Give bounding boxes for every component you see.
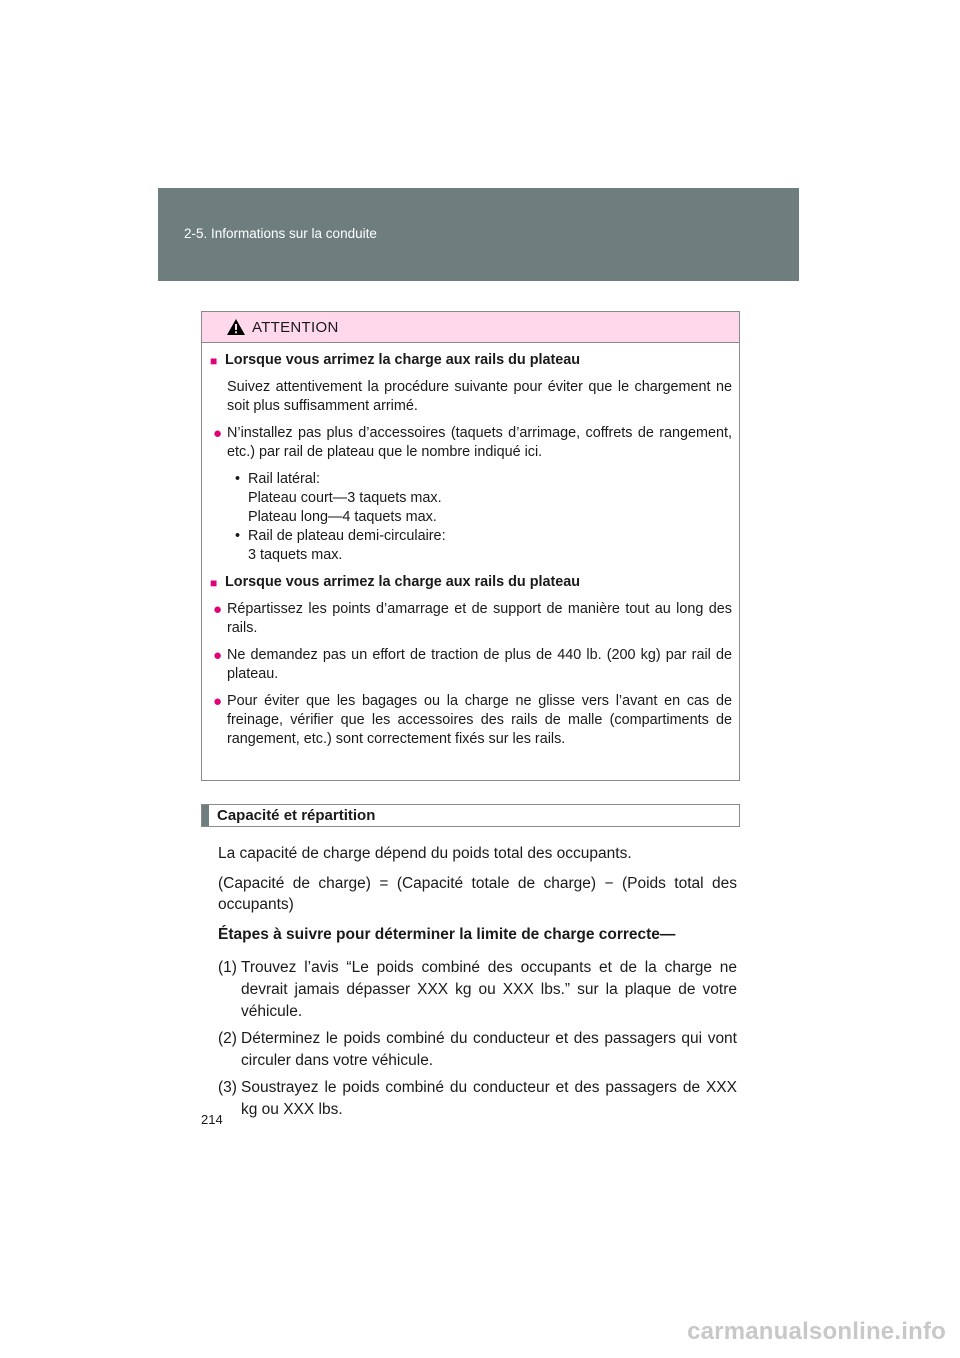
chapter-header [158,188,799,281]
square-bullet-icon: ■ [210,576,218,590]
warning-title-bar [202,312,739,343]
circle-bullet-icon: ● [213,647,223,664]
circle-bullet-icon: ● [213,425,223,442]
list-item: Rail latéral: [248,471,320,487]
section-heading [201,804,740,827]
formula-paragraph: (Capacité de charge) = (Capacité totale de charge) − (Poids total des occupants) [218,875,737,913]
paragraph: La capacité de charge dépend du poids total des occupants. [218,845,632,862]
warning-bullet: ● Pour éviter que les bagages ou la charge ne glisse vers l’avant en cas de freinage, vérifier que les accessoires des rails de malle (compartiments de rangement, etc.) sont correctement fixés sur les rails. [210,692,732,749]
circle-bullet-icon: ● [213,693,223,710]
warning-intro: Suivez attentivement la procédure suivante pour éviter que le chargement ne soit plus suffisamment arrimé. [227,379,732,414]
section-heading-marker [202,805,209,826]
warning-bullet: ● N’installez pas plus d’accessoires (taquets d’arrimage, coffrets de rangement, etc.) par rail de plateau que le nombre indiqué ici. [210,424,732,462]
watermark: carmanualsonline.info [687,1318,946,1345]
warning-box [201,311,740,781]
warning-heading-2: ■ Lorsque vous arrimez la charge aux rails du plateau [210,573,732,593]
step-item: (2) Déterminez le poids combiné du conducteur et des passagers qui vont circuler dans votre véhicule. [218,1030,737,1069]
warning-heading-1: ■ Lorsque vous arrimez la charge aux rails du plateau [210,351,732,371]
steps-heading: Étapes à suivre pour déterminer la limite de charge correcte— [218,926,676,943]
list-item-detail: Plateau court—3 taquets max. [248,490,442,506]
body-text [218,843,737,1126]
list-item-detail: 3 taquets max. [248,547,343,563]
circle-bullet-icon: ● [213,601,223,618]
warning-triangle-icon [226,318,246,336]
warning-bullet: ● Répartissez les points d’amarrage et de support de manière tout au long des rails. [210,600,732,638]
list-item: Rail de plateau demi-circulaire: [248,528,446,544]
chapter-section-label: 2-5. Informations sur la conduite [184,226,377,241]
page-number: 214 [201,1112,223,1127]
warning-bullet: ● Ne demandez pas un effort de traction de plus de 440 lb. (200 kg) par rail de plateau. [210,646,732,684]
list-item-detail: Plateau long—4 taquets max. [248,509,437,525]
square-bullet-icon: ■ [210,354,218,368]
rail-limits-list: • Rail latéral: Plateau court—3 taquets max. Plateau long—4 taquets max. • Rail de plateau demi-circulaire: 3 taquets max. [210,470,732,565]
step-item: (3) Soustrayez le poids combiné du conducteur et des passagers de XXX kg ou XXX lbs. [218,1079,737,1118]
warning-title: ATTENTION [252,318,339,336]
step-item: (1) Trouvez l’avis “Le poids combiné des occupants et de la charge ne devrait jamais dépasser XXX kg ou XXX lbs.” sur la plaque de votre véhicule. [218,959,737,1020]
section-title: Capacité et répartition [217,807,376,824]
